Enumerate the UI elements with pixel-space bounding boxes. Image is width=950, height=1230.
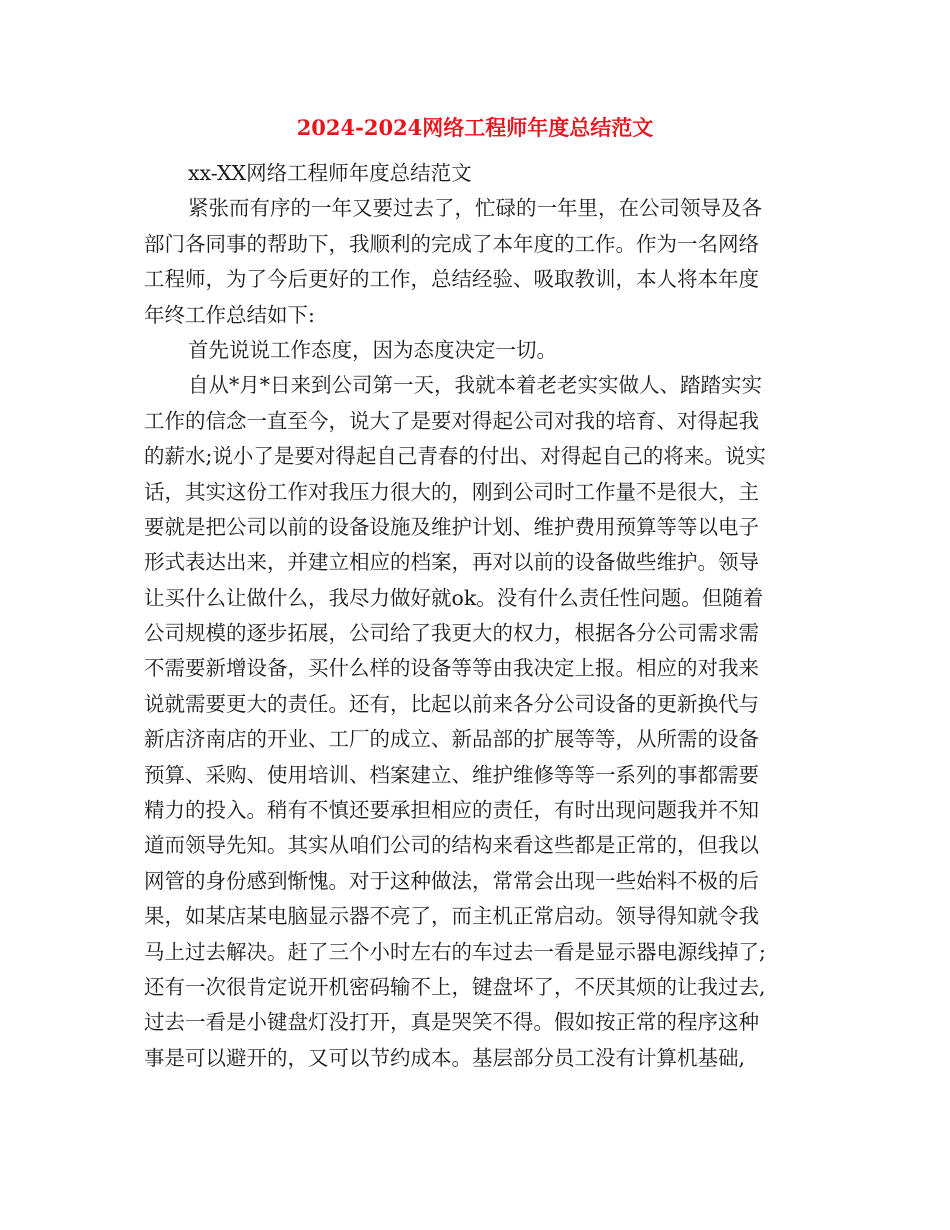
paragraph-line: 说就需要更大的责任。还有，比起以前来各分公司设备的更新换代与 xyxy=(144,691,759,716)
paragraph-line: 的薪水;说小了是要对得起自己青春的付出、对得起自己的将来。说实 xyxy=(144,444,766,469)
subtitle-line: xx-XX网络工程师年度总结范文 xyxy=(188,161,472,185)
paragraph-line: 工作的信念一直至今，说大了是要对得起公司对我的培育、对得起我 xyxy=(144,408,759,433)
paragraph-line: 部门各同事的帮助下，我顺利的完成了本年度的工作。作为一名网络 xyxy=(144,231,759,256)
document-title: 2024-2024网络工程师年度总结范文 xyxy=(296,115,654,140)
paragraph-line: 年终工作总结如下: xyxy=(144,302,315,327)
paragraph-line: 新店济南店的开业、工厂的成立、新品部的扩展等等，从所需的设备 xyxy=(144,727,759,752)
paragraph-line: 紧张而有序的一年又要过去了，忙碌的一年里，在公司领导及各 xyxy=(188,196,762,221)
paragraph-line: 预算、采购、使用培训、档案建立、维护维修等等一系列的事都需要 xyxy=(144,762,759,787)
paragraph-line: 公司规模的逐步拓展，公司给了我更大的权力，根据各分公司需求需 xyxy=(144,621,759,646)
paragraph-line: 精力的投入。稍有不慎还要承担相应的责任，有时出现问题我并不知 xyxy=(144,798,759,823)
paragraph-line: 工程师，为了今后更好的工作，总结经验、吸取教训，本人将本年度 xyxy=(144,267,759,292)
paragraph-line: 道而领导先知。其实从咱们公司的结构来看这些都是正常的，但我以 xyxy=(144,833,759,858)
paragraph-line: 事是可以避开的，又可以节约成本。基层部分员工没有计算机基础, xyxy=(144,1045,746,1070)
paragraph-line: 过去一看是小键盘灯没打开，真是哭笑不得。假如按正常的程序这种 xyxy=(144,1010,759,1035)
paragraph-line: 让买什么让做什么，我尽力做好就ok。没有什么责任性问题。但随着 xyxy=(144,585,764,610)
paragraph-line: 果，如某店某电脑显示器不亮了，而主机正常启动。领导得知就令我 xyxy=(144,904,759,929)
paragraph-line: 话，其实这份工作对我压力很大的，刚到公司时工作量不是很大，主 xyxy=(144,479,759,504)
paragraph-line: 不需要新增设备，买什么样的设备等等由我决定上报。相应的对我来 xyxy=(144,656,759,681)
paragraph-line: 还有一次很肯定说开机密码输不上，键盘坏了，不厌其烦的让我过去, xyxy=(144,974,766,999)
document-body xyxy=(144,156,808,1076)
paragraph-line: 首先说说工作态度，因为态度决定一切。 xyxy=(188,337,557,362)
paragraph-line: 马上过去解决。赶了三个小时左右的车过去一看是显示器电源线掉了; xyxy=(144,939,766,964)
paragraph-line: 网管的身份感到惭愧。对于这种做法，常常会出现一些始料不极的后 xyxy=(144,868,759,893)
paragraph-line: 自从*月*日来到公司第一天，我就本着老老实实做人、踏踏实实 xyxy=(188,373,762,398)
paragraph-line: 要就是把公司以前的设备设施及维护计划、维护费用预算等等以电子 xyxy=(144,514,759,539)
paragraph-line: 形式表达出来，并建立相应的档案，再对以前的设备做些维护。领导 xyxy=(144,550,759,575)
